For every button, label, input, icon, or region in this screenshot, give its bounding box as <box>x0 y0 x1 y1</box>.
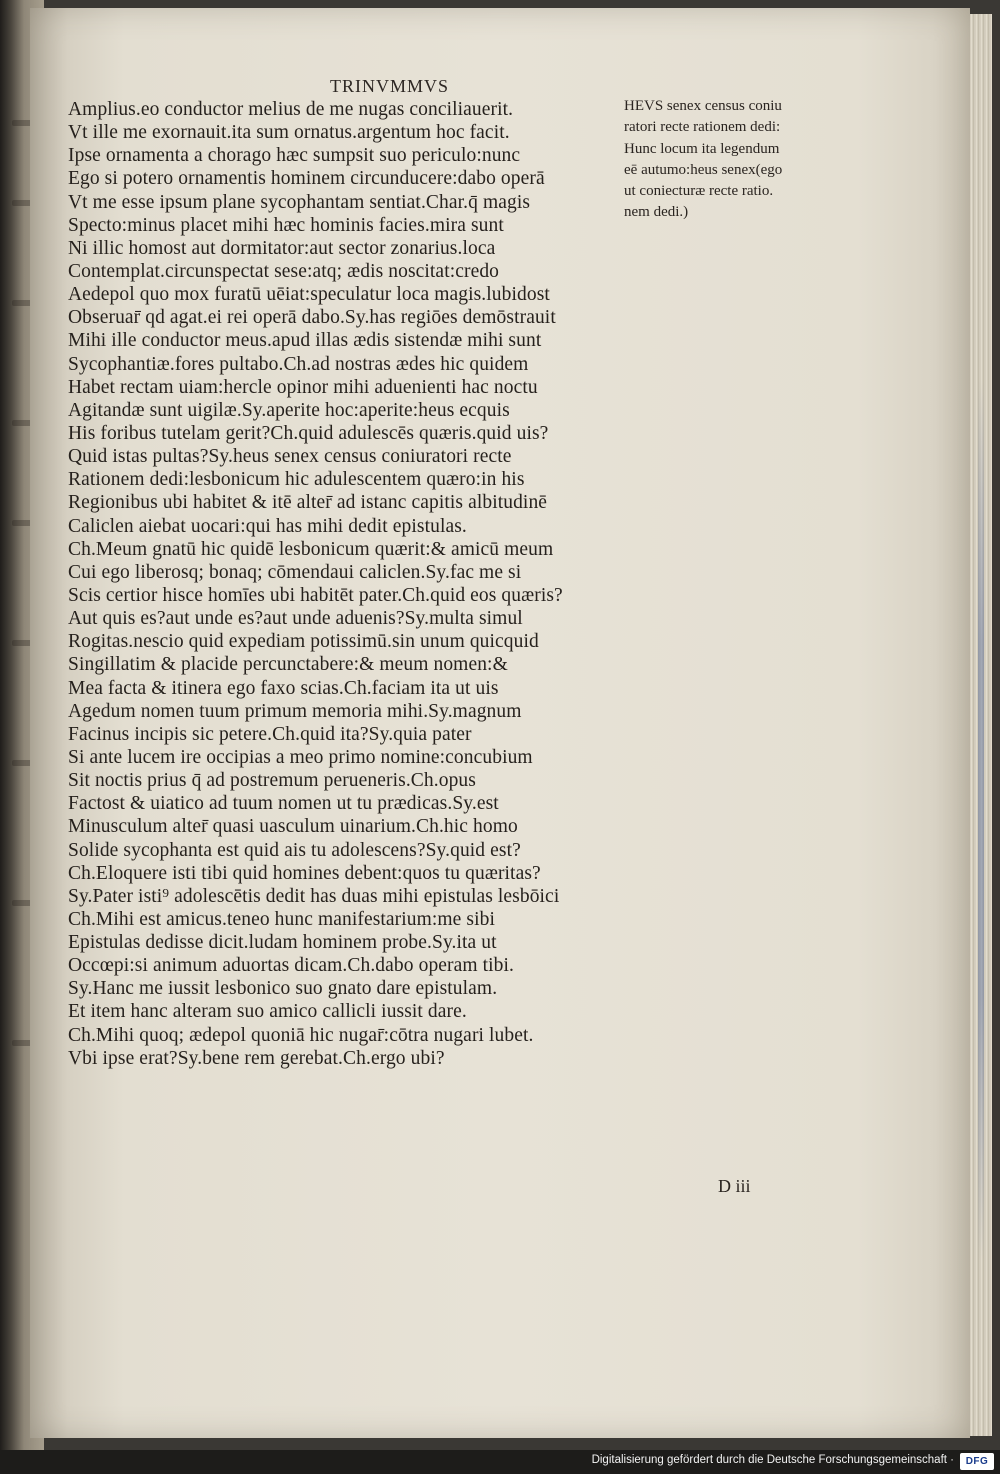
text-line: Specto:minus placet mihi hæc hominis facies.mira sunt <box>68 214 504 236</box>
text-line: Si ante lucem ire occipias a meo primo nomine:concubium <box>68 746 533 768</box>
text-line: Agedum nomen tuum primum memoria mihi.Sy.magnum <box>68 700 522 722</box>
marginal-line: HEVS senex census coniu <box>624 98 782 114</box>
dfg-logo: DFG <box>960 1453 994 1470</box>
text-line: Et item hanc alteram suo amico callicli iussit dare. <box>68 1001 467 1023</box>
footer-bar <box>0 1450 1000 1474</box>
text-line: Cui ego liberosq; bonaq; cōmendaui caliclen.Sy.fac me si <box>68 561 522 583</box>
text-line: Ch.Eloquere isti tibi quid homines debent:quos tu quæritas? <box>68 862 541 884</box>
marginal-line: eē autumo:heus senex(ego <box>624 161 783 178</box>
text-line: Rationem dedi:lesbonicum hic adulescentem quæro:in his <box>68 469 525 491</box>
marginal-line: ratori recte rationem dedi: <box>624 119 781 136</box>
signature-mark: D iii <box>718 1176 751 1196</box>
text-line: Rogitas.nescio quid expediam potissimū.sin unum quicquid <box>68 631 539 653</box>
text-line: Ni illic homost aut dormitator:aut sector zonarius.loca <box>68 237 496 259</box>
page-edge-tint <box>978 380 984 1260</box>
text-line: Ch.Mihi est amicus.teneo hunc manifestarium:me sibi <box>68 908 495 930</box>
text-line: Ch.Mihi quoq; ædepol quoniā hic nugar̄:cōtra nugari lubet. <box>68 1024 534 1046</box>
text-line: Mihi ille conductor meus.apud illas ædis sistendæ mihi sunt <box>68 330 542 352</box>
text-line: Sycophantiæ.fores pultabo.Ch.ad nostras ædes hic quidem <box>68 353 529 375</box>
text-line: Habet rectam uiam:hercle opinor mihi aduenienti hac noctu <box>68 376 538 398</box>
marginal-line: Hunc locum ita legendum <box>624 140 780 157</box>
text-line: Sit noctis prius q̄ ad postremum perueneris.Ch.opus <box>68 770 476 792</box>
text-line: Ch.Meum gnatū hic quidē lesbonicum quærit:& amicū meum <box>68 538 554 560</box>
marginal-note <box>624 96 824 224</box>
text-line: Sy.Hanc me iussit lesbonico suo gnato dare epistulam. <box>68 978 498 1000</box>
text-line: Epistulas dedisse dicit.ludam hominem probe.Sy.ita ut <box>68 932 497 954</box>
text-line: Ipse ornamenta a chorago hæc sumpsit suo periculo:nunc <box>68 145 521 167</box>
text-line: Scis certior hisce homīes ubi habitēt pater.Ch.quid eos quæris? <box>68 584 563 606</box>
text-line: Regionibus ubi habitet & itē alter̄ ad istanc capitis albitudinē <box>68 492 548 514</box>
text-line: Occœpi:si animum aduortas dicam.Ch.dabo operam tibi. <box>68 955 515 977</box>
text-line: Contemplat.circunspectat sese:atq; ædis noscitat:credo <box>68 260 500 282</box>
text-line: Ego si potero ornamentis hominem circunducere:dabo operā <box>68 168 545 190</box>
marginal-line: nem dedi.) <box>624 204 689 221</box>
text-line: Vbi ipse erat?Sy.bene rem gerebat.Ch.ergo ubi? <box>68 1047 445 1069</box>
text-line: Facinus incipis sic petere.Ch.quid ita?Sy.quia pater <box>68 723 472 745</box>
text-line: Aut quis es?aut unde es?aut unde aduenis?Sy.multa simul <box>68 608 523 630</box>
text-line: Vt ille me exornauit.ita sum ornatus.argentum hoc facit. <box>68 122 510 144</box>
text-line: Agitandæ sunt uigilæ.Sy.aperite hoc:aperite:heus ecquis <box>68 399 510 421</box>
text-line: Mea facta & itinera ego faxo scias.Ch.faciam ita ut uis <box>68 677 499 699</box>
text-line: Minusculum alter̄ quasi uasculum uinarium.Ch.hic homo <box>68 816 518 838</box>
main-text-block <box>68 98 608 1070</box>
text-line: Quid istas pultas?Sy.heus senex census coniuratori recte <box>68 446 512 468</box>
text-line: Factost & uiatico ad tuum nomen ut tu prædicas.Sy.est <box>68 793 499 815</box>
text-line: His foribus tutelam gerit?Ch.quid adulescēs quæris.quid uis? <box>68 422 549 444</box>
text-line: Solide sycophanta est quid ais tu adolescens?Sy.quid est? <box>68 839 521 861</box>
marginal-line: ut coniecturæ recte ratio. <box>624 183 774 200</box>
text-line: Aedepol quo mox furatū uēiat:speculatur loca magis.lubidost <box>68 284 550 306</box>
running-head: TRINVMMVS <box>330 76 450 96</box>
text-line: Amplius.eo conductor melius de me nugas conciliauerit. <box>68 99 514 120</box>
text-line: Sy.Pater isti⁹ adolescētis dedit has duas mihi epistulas lesbōici <box>68 885 560 907</box>
text-line: Obseruar̄ qd agat.ei rei operā dabo.Sy.has regiōes demōstrauit <box>68 307 556 329</box>
text-line: Caliclen aiebat uocari:qui has mihi dedit epistulas. <box>68 515 467 537</box>
text-line: Singillatim & placide percunctabere:& meum nomen:& <box>68 654 508 676</box>
funding-notice: Digitalisierung gefördert durch die Deutsche Forschungsgemeinschaft · <box>591 1454 954 1466</box>
text-line: Vt me esse ipsum plane sycophantam sentiat.Char.q̄ magis <box>68 191 531 213</box>
